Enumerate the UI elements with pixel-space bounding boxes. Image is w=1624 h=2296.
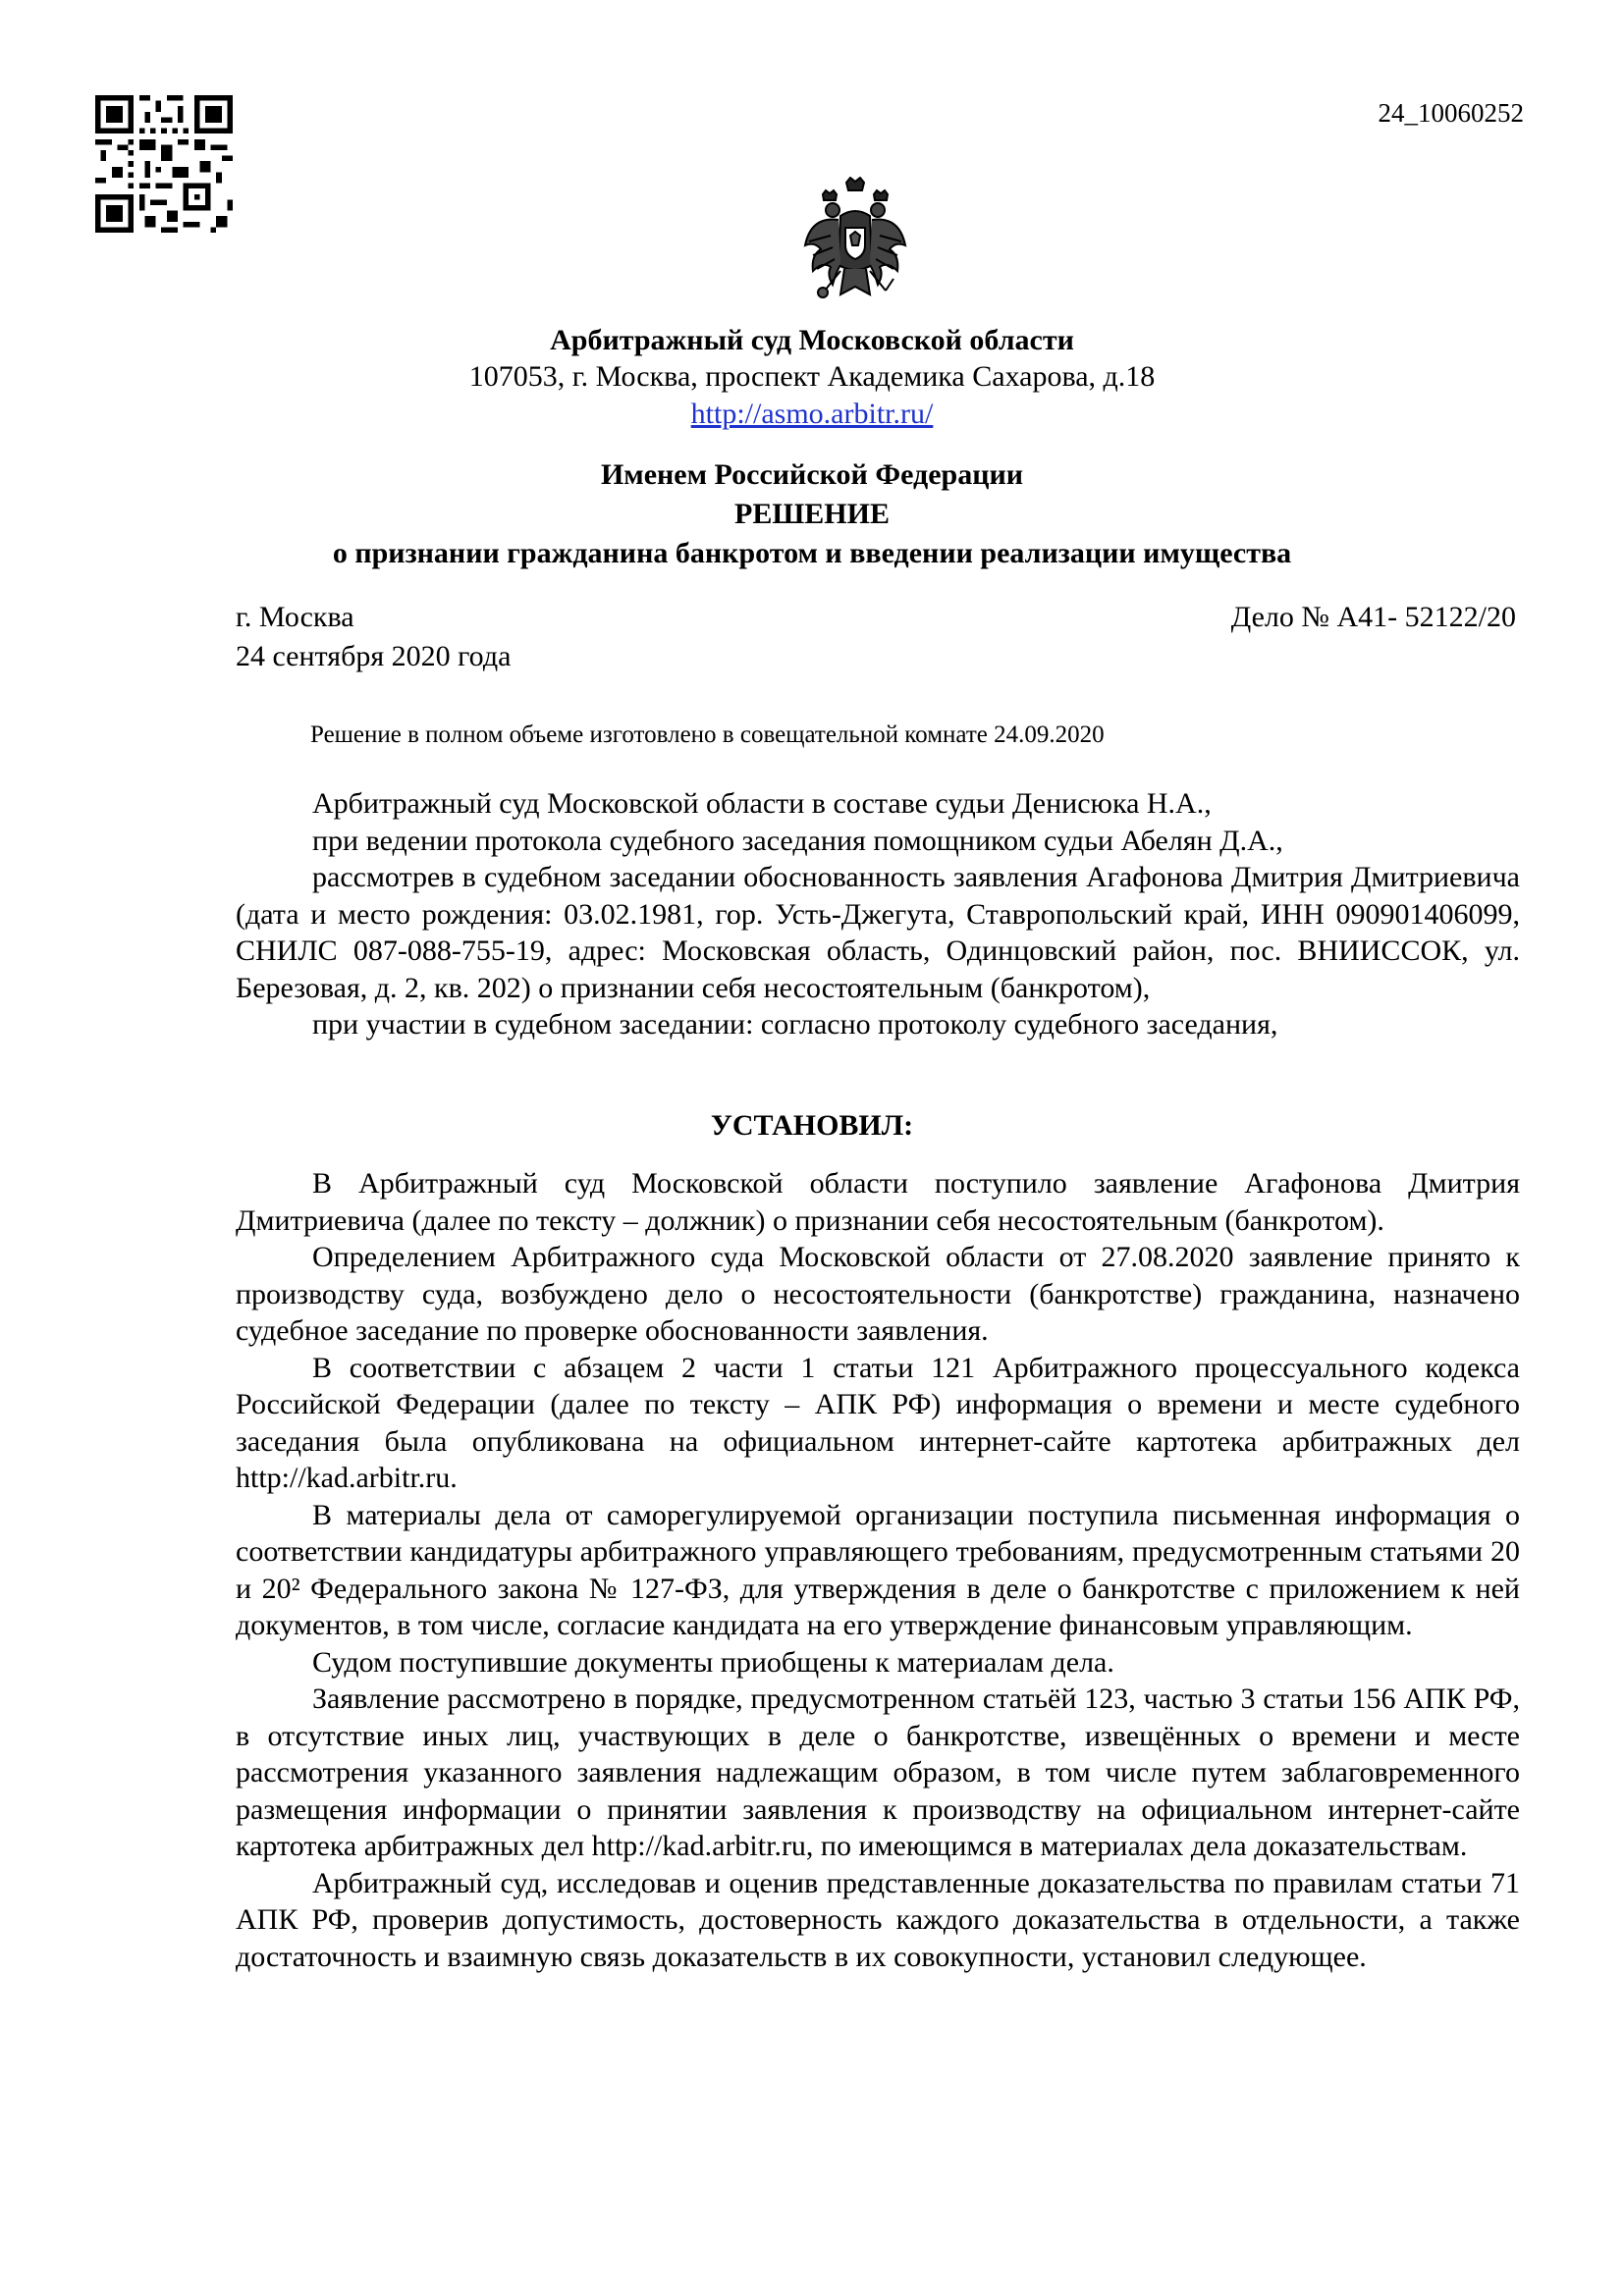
case-number: Дело № А41- 52122/20: [1230, 601, 1516, 633]
heading-decision: РЕШЕНИЕ: [734, 498, 890, 530]
court-address: 107053, г. Москва, проспект Академика Сахарова, д.18: [468, 360, 1156, 393]
body-paragraph: Определением Арбитражного суда Московской области от 27.08.2020 заявление принято к производству суда, возбуждено дело о несостоятельности (банкротстве) гражданина, назначено судебное заседание по проверке обоснованности заявления.: [236, 1241, 1520, 1347]
body-paragraph: Арбитражный суд, исследовав и оценив представленные доказательства по правилам статьи 71 АПК РФ, проверив допустимость, достоверность каждого доказательства в отдельности, а также достаточность и взаимную связь доказательств в их совокупности, установил следующее.: [236, 1866, 1520, 1973]
city: г. Москва: [236, 601, 354, 633]
body-section: [236, 1165, 1520, 1975]
court-website-link[interactable]: http://asmo.arbitr.ru/: [690, 398, 934, 430]
body-paragraph: В Арбитражный суд Московской области поступило заявление Агафонова Дмитрия Дмитриевича (далее по тексту – должник) о признании себя несостоятельным (банкротом).: [236, 1167, 1520, 1237]
intro-paragraph: рассмотрев в судебном заседании обоснованность заявления Агафонова Дмитрия Дмитриевича (дата и место рождения: 03.02.1981, гор. Усть-Джегута, Ставропольский край, ИНН 090901406099, СНИЛС 087-088-755-19, адрес: Московская область, Одинцовский район, пос. ВНИИССОК, ул. Березовая, д. 2, кв. 202) о признании себя несостоятельным (банкротом),: [236, 861, 1520, 1004]
heading-federation: Именем Российской Федерации: [600, 458, 1024, 491]
body-paragraph: Судом поступившие документы приобщены к материалам дела.: [312, 1645, 1114, 1679]
body-paragraph: В соответствии с абзацем 2 части 1 статьи 121 Арбитражного процессуального кодекса Российской Федерации (далее по тексту – АПК РФ) информация о времени и месте судебного заседания была опубликована на официальном интернет-сайте картотека арбитражных дел http://kad.arbitr.ru.: [236, 1351, 1520, 1494]
qr-code-icon: [95, 95, 233, 233]
intro-paragraph: при ведении протокола судебного заседания помощником судьи Абелян Д.А.,: [312, 824, 1283, 857]
intro-section: [236, 785, 1520, 1043]
body-paragraph: Заявление рассмотрено в порядке, предусмотренном статьёй 123, частью 3 статьи 156 АПК РФ, в отсутствие иных лиц, участвующих в деле о банкротстве, извещённых о времени и месте рассмотрения указанного заявления надлежащим образом, в том числе путем заблаговременного размещения информации о принятии заявления к производству на официальном интернет-сайте картотека арбитражных дел http://kad.arbitr.ru, по имеющимся в материалах дела доказательствам.: [236, 1682, 1520, 1862]
coat-of-arms-icon: [801, 177, 909, 314]
decision-date: 24 сентября 2020 года: [236, 640, 512, 672]
intro-paragraph: Арбитражный суд Московской области в составе судьи Денисюка Н.А.,: [312, 787, 1212, 820]
heading-subject: о признании гражданина банкротом и введении реализации имущества: [332, 537, 1292, 569]
established-heading: УСТАНОВИЛ:: [710, 1109, 914, 1142]
court-name: Арбитражный суд Московской области: [550, 324, 1074, 356]
full-text-note: Решение в полном объеме изготовлено в совещательной комнате 24.09.2020: [310, 721, 1105, 748]
document-id: 24_10060252: [1378, 98, 1524, 128]
body-paragraph: В материалы дела от саморегулируемой организации поступила письменная информация о соответствии кандидатуры арбитражного управляющего требованиям, предусмотренным статьями 20 и 20² Федерального закона № 127-ФЗ, для утверждения в деле о банкротстве с приложением к ней документов, в том числе, согласие кандидата на его утверждение финансовым управляющим.: [236, 1498, 1520, 1641]
intro-paragraph: при участии в судебном заседании: согласно протоколу судебного заседания,: [312, 1008, 1278, 1041]
